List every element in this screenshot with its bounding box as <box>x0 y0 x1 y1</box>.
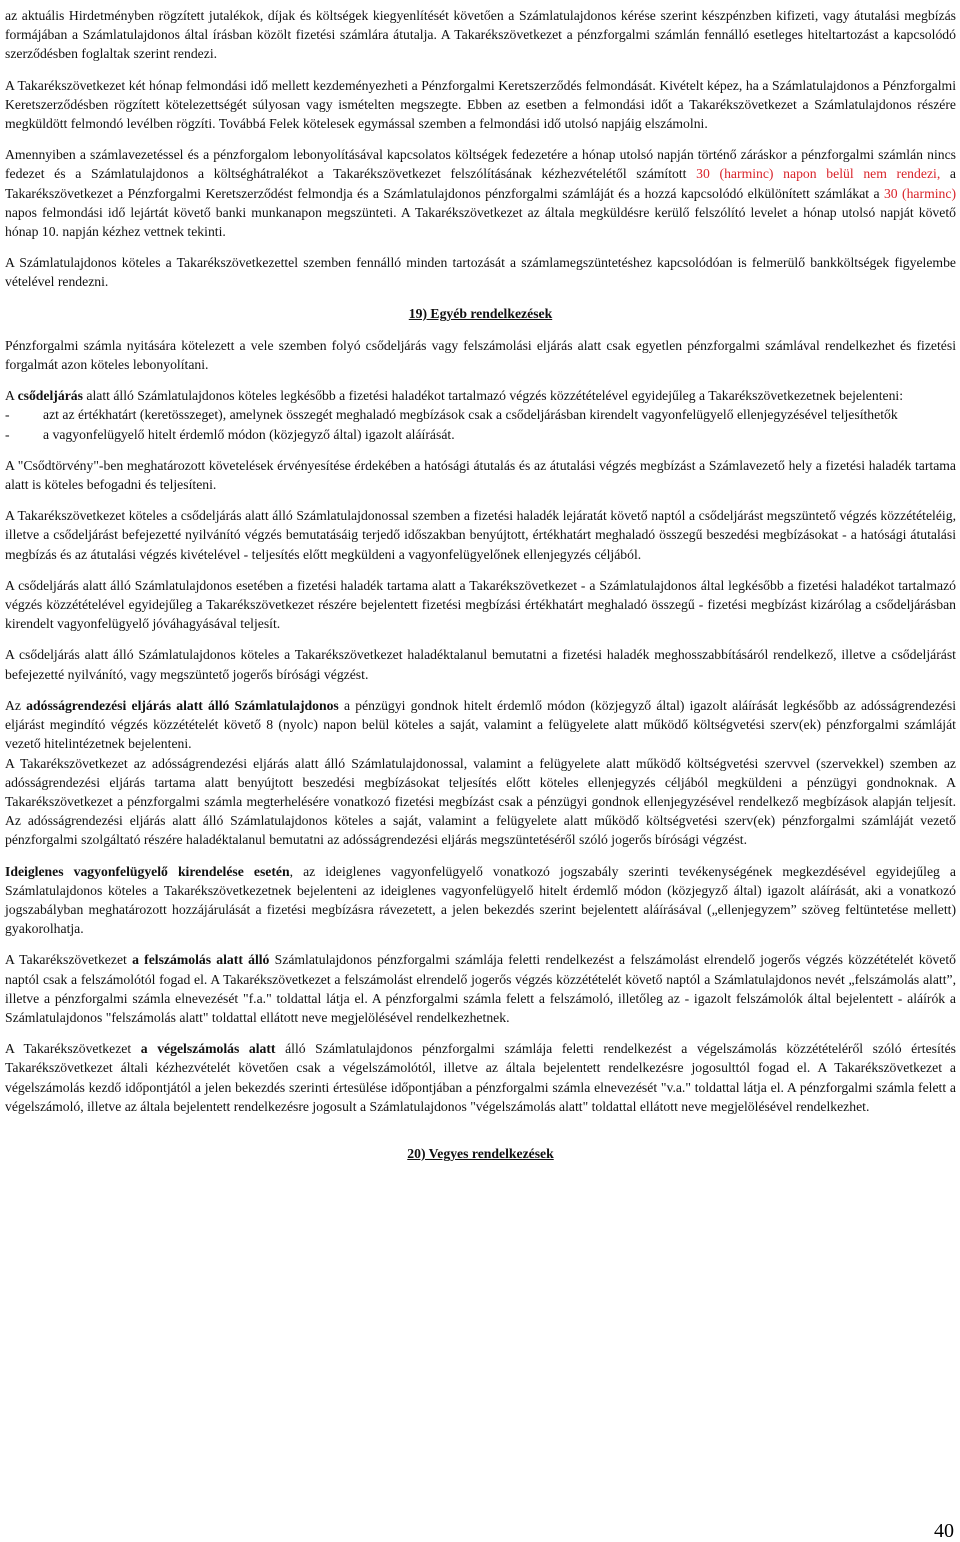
paragraph: A "Csődtörvény"-ben meghatározott követelések érvényesítése érdekében a hatósági átutalás és az átutalási végzés megbízást a Számlavezető hely a fizetési haladék tartama alatt is köteles befogadni és teljesíteni. <box>5 457 956 493</box>
text-run: napos felmondási idő lejártát követő banki munkanapon megszünteti. A Takarékszövetkezet az általa megküldésre kerülő felszólító levelet a hónap utolsó napját követő hónap 10. napján kézhez vettnek tekinti. <box>5 204 956 240</box>
paragraph <box>5 386 956 405</box>
paragraph: A Takarékszövetkezet az adósságrendezési eljárás alatt álló Számlatulajdonossal, valamint a felügyelete alatt működő költségvetési szervvel (szervekkel) szemben az adósságrendezési eljárás tartama alatt benyújtott beszedési megbízásokat teljesítés előtt köteles ellenjegyzés céljából megküldeni a pénzügyi gondnoknak. A Takarékszövetkezet a pénzforgalmi számla megterhelésére vonatkozó fizetési megbízást csak a pénzügyi gondnok ellenjegyzésével rendelkező megbízások alapján teljesít. Az adósságrendezési eljárás alatt álló Számlatulajdonos köteles a saját, valamint a felügyelete alatt működő költségvetési szerv(ek) pénzforgalmi számláját vezető pénzforgalmi szolgáltató részére haladéktalanul bemutatni az adósságrendezési eljárás megszüntetéséről szóló jogerős bírósági végzést. <box>5 755 956 848</box>
list-item <box>5 405 956 424</box>
text-run: álló Számlatulajdonos pénzforgalmi számlája feletti rendelkezést a végelszámolás közzétételéről szóló értesítés Takarékszövetkezet általi kézhezvételét követően csak a végelszámolótól, illetve az általa bejelentett rendelkezésre jogosulttól fogad el. A Takarékszövetkezet a végelszámolás kezdő időpontjától a jelen bekezdés szerinti értesülése időpontjában a pénzforgalmi számla elnevezését "v.a." toldattal látja el. A pénzforgalmi számla felett a végelszámoló, illetve az általa bejelentett rendelkezésre jogosult a Számlatulajdonos "végelszámolás alatt" toldattal ellátott neve megjelölésével rendelkezhet. <box>5 1041 956 1114</box>
text-run: Az <box>5 697 27 713</box>
paragraph: A Takarékszövetkezet két hónap felmondási idő mellett kezdeményezheti a Pénzforgalmi Keretszerződés felmondását. Kivételt képez, ha a Számlatulajdonos a Pénzforgalmi Keretszerződésben rögzített kötelezettségét súlyosan vagy ismételten megszegte. Ebben az esetben a felmondási időt a Takarékszövetkezet a Számlatulajdonos részére megküldött felmondó levélben rögzíti. Továbbá Felek kötelesek egymással szemben a felmondási idő utolsó napjáig elszámolni. <box>5 77 956 132</box>
text-run: Számlatulajdonos pénzforgalmi számlája feletti rendelkezést a felszámolást elrendelő jogerős végzés közzétételét követő naptól csak a felszámolótól fogad el. A Takarékszövetkezet a felszámolást elrendelő jogerős végzés közzétételét követő naptól a Számlatulajdonos nevét „felszámolás alatt”, illetve a pénzforgalmi számla elnevezését "f.a." toldattal látja el. A pénzforgalmi számla felett a felszámoló, illetőleg az - igazolt felszámolók által bejelentett - aláírók a Számlatulajdonos "felszámolás alatt" toldattal ellátott neve megjelölésével rendelkezhetnek. <box>5 952 956 1025</box>
bold-text: a felszámolás alatt álló <box>132 952 270 968</box>
text-run: A Takarékszövetkezet <box>5 1041 141 1057</box>
paragraph <box>5 145 956 241</box>
text-run: a Takarékszövetkezet a Pénzforgalmi Keretszerződést felmondja és a Számlatulajdonos pénzforgalmi számláját és a hozzá kapcsolódó elkülönített számlákat a <box>5 166 956 201</box>
paragraph <box>5 950 956 1027</box>
paragraph <box>5 696 956 754</box>
paragraph: az aktuális Hirdetményben rögzített jutalékok, díjak és költségek kiegyenlítését követően a Számlatulajdonos kérése szerint készpénzben kifizeti, vagy átutalási megbízás formájában a Számlatulajdonos által írásban közölt fizetési számlára átutalja. A Takarékszövetkezet a pénzforgalmi számlán fennálló esetleges hiteltartozást a kapcsolódó szerződésben foglaltak szerint rendezi. <box>5 8 956 62</box>
text-run: , az ideiglenes vagyonfelügyelő vonatkozó jogszabály szerinti tevékenységének megkezdésével egyidejűleg a Számlatulajdonos köteles a Takarékszövetkezetnek bejelenteni az ideiglenes vagyonfelügyelő hitelt érdemlő módon (közjegyző által) igazolt aláírását, aki a vonatkozó jogszabályban meghatározott hozzájárulását a fizetési megbízásra rávezetett, a jelen bekezdés szerint bejelentett aláírásával („ellenjegyzem” szöveg feltüntetése mellett) gyakorolhatja. <box>5 863 956 937</box>
bold-text: csődeljárás <box>17 388 83 404</box>
text-run: a pénzügyi gondnok hitelt érdemlő módon (közjegyző által) igazolt aláírását legkésőbb az adósságrendezési eljárást megindító végzés közzétételét követő 8 (nyolc) napon belül köteles a saját, valamint a felügyelete alatt működő költségvetési szerv(ek) pénzforgalmi számláját vezető hitelintézetnek bejelenteni. <box>5 697 956 752</box>
text-run: Amennyiben a számlavezetéssel és a pénzforgalom lebonyolításával kapcsolatos költségek fedezetére a hónap utolsó napján történő záráskor a pénzforgalmi számlán nincs fedezet és a Számlatulajdonos a költséghátralékot a Takarékszövetkezet felszólításának kézhezvételétől számított <box>5 147 956 182</box>
list-dash: - <box>5 426 10 442</box>
list-item-text: a vagyonfelügyelő hitelt érdemlő módon (közjegyző által) igazolt aláírását. <box>43 426 455 442</box>
paragraph <box>5 1039 956 1116</box>
text-run: A <box>5 388 18 404</box>
highlighted-text: 30 (harminc) napon belül nem rendezi, <box>696 166 941 182</box>
paragraph: A Takarékszövetkezet köteles a csődeljárás alatt álló Számlatulajdonossal szemben a fizetési haladék lejáratát követő naptól a csődeljárást megszüntető végzés közzétételéig, illetve a csődeljárást befejezetté nyilvánító végzés bemutatásáig terjedő időszakban benyújtott, értékhatárt meghaladó összegű beszedési megbízásokat - a hatósági átutalási megbízás és az átutalási végzés kivételével - teljesítés előtt megküldeni a vagyonfelügyelőnek ellenjegyzés céljából. <box>5 508 956 562</box>
list-dash: - <box>5 407 10 423</box>
bold-text: a végelszámolás alatt <box>140 1041 276 1057</box>
section-heading-19: 19) Egyéb rendelkezések <box>408 305 553 321</box>
dash-list <box>5 405 956 443</box>
paragraph: A csődeljárás alatt álló Számlatulajdonos köteles a Takarékszövetkezet haladéktalanul bemutatni a fizetési haladék meghosszabbításáról rendelkező, illetve a csődeljárást befejezetté nyilvánító, vagy megszüntető jogerős bírósági végzést. <box>5 647 956 682</box>
text-run: alatt álló Számlatulajdonos köteles legkésőbb a fizetési haladékot tartalmazó végzés közzétételével egyidejűleg a Takarékszövetkezetnek bejelenteni: <box>82 388 904 404</box>
bold-text: adósságrendezési eljárás alatt álló Számlatulajdonos <box>26 697 339 713</box>
paragraph: Pénzforgalmi számla nyitására kötelezett a vele szemben folyó csődeljárás vagy felszámolási eljárás alatt csak egyetlen pénzforgalmi számlával rendelkezhet és fizetési forgalmát azon köteles lebonyolítani. <box>5 337 956 373</box>
paragraph: A Számlatulajdonos köteles a Takarékszövetkezettel szemben fennálló minden tartozását a számlamegszüntetéshez kapcsolódóan is felmerülő bankköltségek figyelembe vételével rendezni. <box>5 255 956 290</box>
highlighted-text: 30 (harminc) <box>883 185 956 201</box>
text-run: A Takarékszövetkezet <box>5 952 133 968</box>
page-number: 40 <box>934 1520 954 1542</box>
list-item-text: azt az értékhatárt (keretösszeget), amelynek összegét meghaladó megbízások csak a csődeljárásban kirendelt vagyonfelügyelő ellenjegyzésével teljesíthetők <box>43 407 898 423</box>
bold-text: Ideiglenes vagyonfelügyelő kirendelése esetén <box>5 863 290 879</box>
list-item <box>5 425 956 444</box>
section-heading-20: 20) Vegyes rendelkezések <box>407 1145 554 1161</box>
paragraph <box>5 862 956 939</box>
paragraph: A csődeljárás alatt álló Számlatulajdonos esetében a fizetési haladék tartama alatt a Takarékszövetkezet - a Számlatulajdonos által legkésőbb a fizetési haladékot tartalmazó végzés közzétételével egyidejűleg a Takarékszövetkezet részére bejelentett fizetési megbízási értékhatárt meghaladó összegű - fizetési megbízást kizárólag a csődeljárásban kirendelt vagyonfelügyelő jóváhagyásával teljesít. <box>5 577 956 632</box>
